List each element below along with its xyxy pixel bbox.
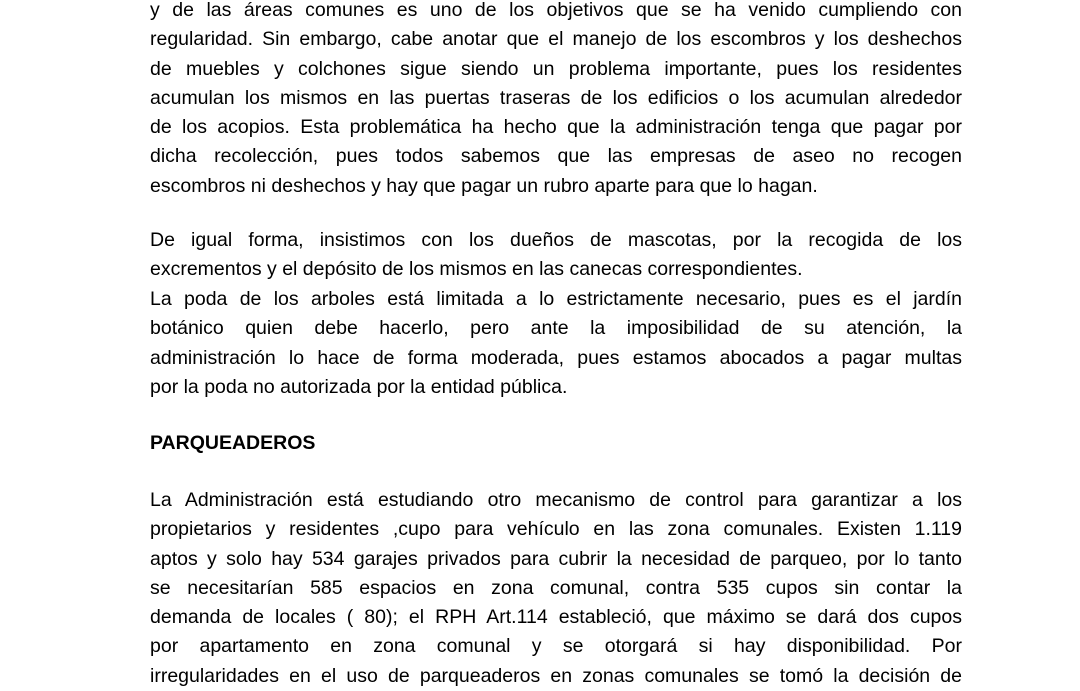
text-line: y de las áreas comunes es uno de los objetivos que se ha venido cumpliendo con xyxy=(150,0,962,21)
section-heading: PARQUEADEROS xyxy=(150,432,316,454)
text-line: acumulan los mismos en las puertas traseras de los edificios o los acumulan alrededor xyxy=(150,86,962,109)
text-line: demanda de locales ( 80); el RPH Art.114 estableció, que máximo se dará dos cupos xyxy=(150,606,962,629)
text-line: dicha recolección, pues todos sabemos que las empresas de aseo no recogen xyxy=(150,145,962,168)
text-line: de muebles y colchones sigue siendo un problema importante, pues los residentes xyxy=(150,57,962,80)
text-line: regularidad. Sin embargo, cabe anotar que el manejo de los escombros y los deshechos xyxy=(150,28,962,51)
text-line: La poda de los arboles está limitada a lo estrictamente necesario, pues es el jardín xyxy=(150,288,962,310)
paragraph-pets xyxy=(150,226,962,285)
text-line: excrementos y el depósito de los mismos en las canecas correspondientes. xyxy=(150,258,803,281)
text-line: La Administración está estudiando otro mecanismo de control para garantizar a los xyxy=(150,489,962,511)
paragraph-parking xyxy=(150,486,962,691)
text-line: botánico quien debe hacerlo, pero ante la imposibilidad de su atención, la xyxy=(150,317,962,340)
paragraph-tree-pruning xyxy=(150,285,962,402)
text-line: escombros ni deshechos y hay que pagar un rubro aparte para que lo hagan. xyxy=(150,174,818,197)
paragraph-common-areas xyxy=(150,0,962,201)
text-line: se necesitarían 585 espacios en zona comunal, contra 535 cupos sin contar la xyxy=(150,576,962,599)
text-line: por la poda no autorizada por la entidad pública. xyxy=(150,375,568,398)
text-line: por apartamento en zona comunal y se otorgará si hay disponibilidad. Por xyxy=(150,635,962,658)
text-line: de los acopios. Esta problemática ha hecho que la administración tenga que pagar por xyxy=(150,116,962,139)
text-line: propietarios y residentes ,cupo para vehículo en las zona comunales. Existen 1.119 xyxy=(150,518,962,541)
text-line: irregularidades en el uso de parqueaderos en zonas comunales se tomó la decisión de xyxy=(150,664,962,687)
text-line: aptos y solo hay 534 garajes privados para cubrir la necesidad de parqueo, por lo tanto xyxy=(150,547,962,570)
text-line: De igual forma, insistimos con los dueños de mascotas, por la recogida de los xyxy=(150,229,962,251)
text-line: administración lo hace de forma moderada, pues estamos abocados a pagar multas xyxy=(150,346,962,369)
